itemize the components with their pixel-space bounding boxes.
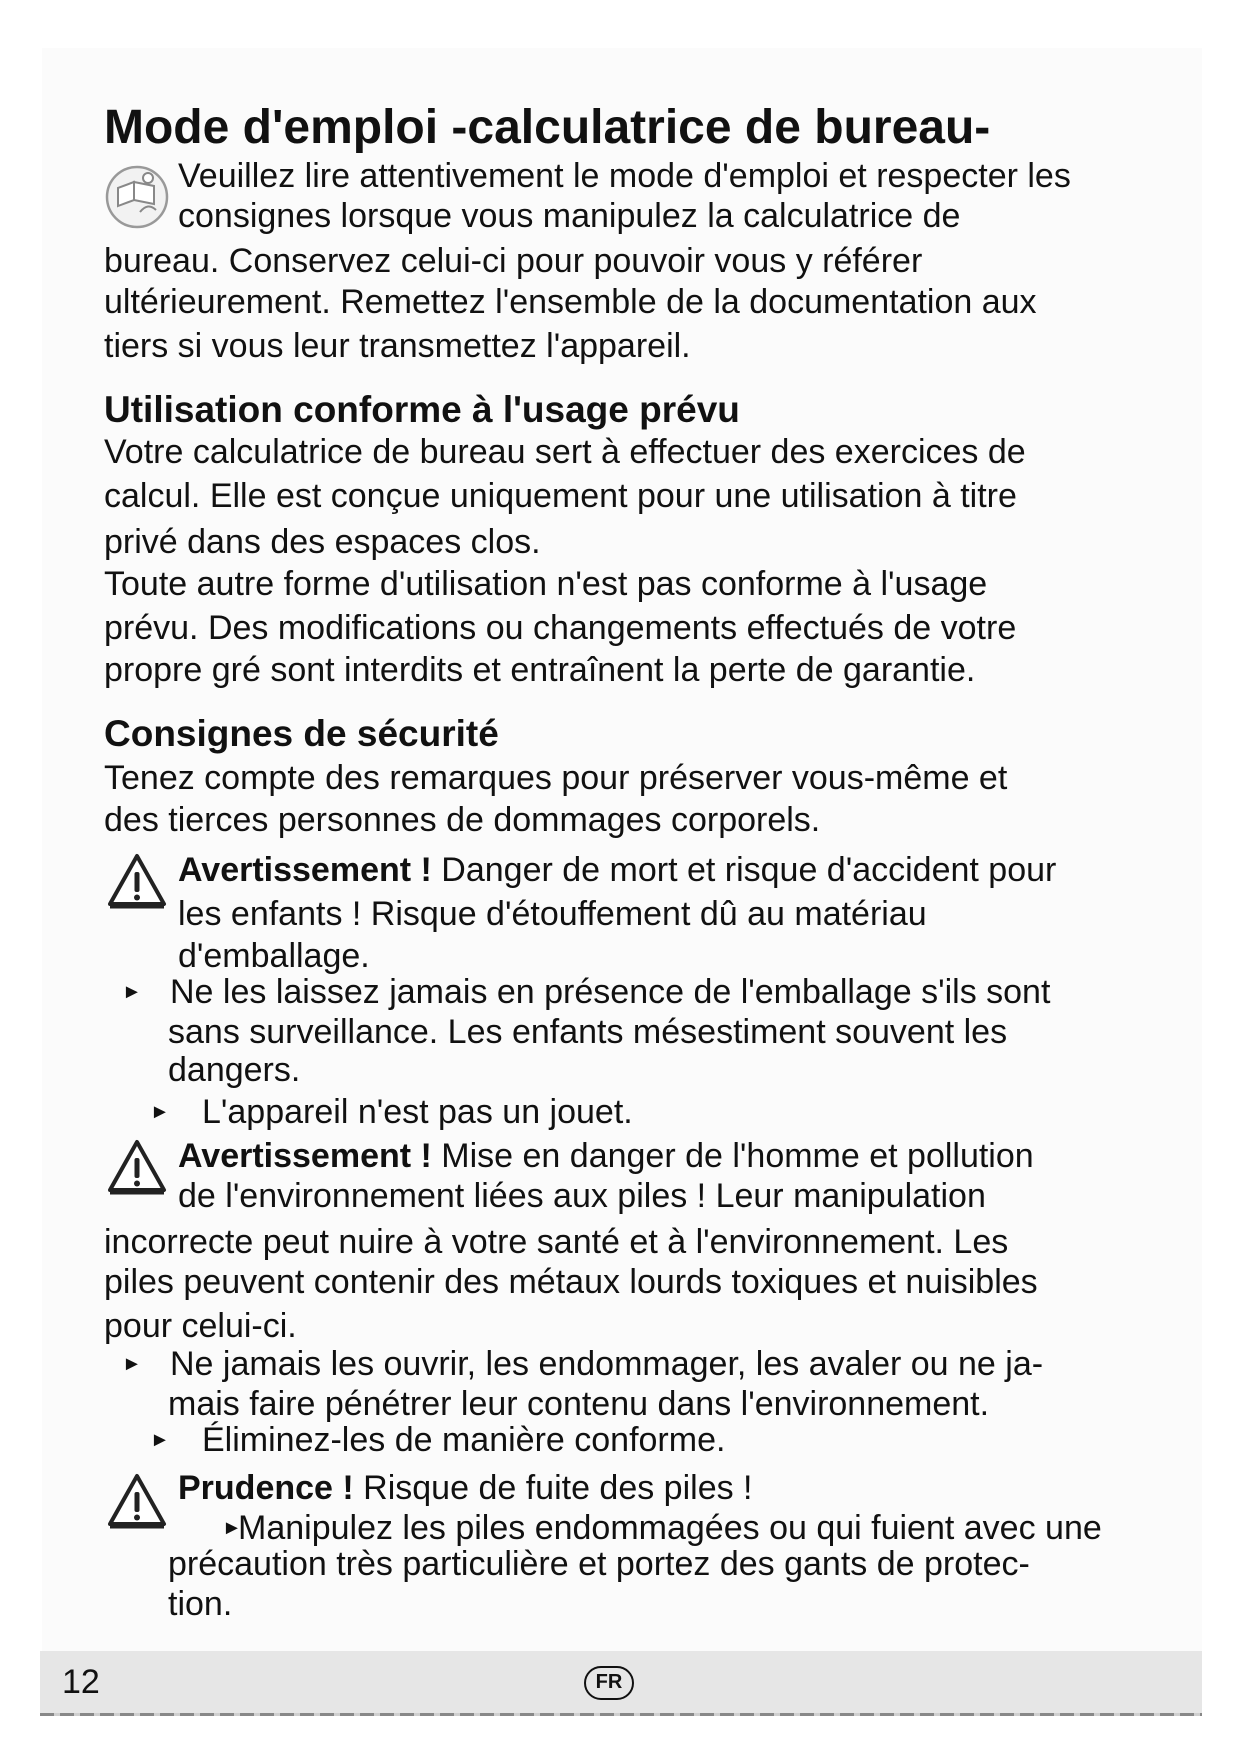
caution-triangle-icon	[106, 1472, 168, 1530]
warning1-bullet-line: dangers.	[168, 1051, 301, 1089]
caution-line: Manipulez les piles endommagées ou qui fuient avec une	[238, 1509, 1102, 1547]
warning2-label: Avertissement !	[178, 1137, 432, 1175]
intro-line: bureau. Conservez celui-ci pour pouvoir vous y référer	[104, 242, 923, 280]
usage-line: propre gré sont interdits et entraînent la perte de garantie.	[104, 651, 976, 689]
warning2-line: pour celui-ci.	[104, 1307, 297, 1345]
bullet-arrow-icon: ►	[122, 1353, 142, 1375]
usage-line: prévu. Des modifications ou changements effectués de votre	[104, 609, 1017, 647]
caution-label: Prudence !	[178, 1469, 354, 1507]
bullet-arrow-icon: ►	[222, 1517, 242, 1539]
footer-divider	[40, 1713, 1202, 1716]
warning2-line: piles peuvent contenir des métaux lourds toxiques et nuisibles	[104, 1263, 1038, 1301]
warning1-bullet-line: sans surveillance. Les enfants mésestiment souvent les	[168, 1013, 1008, 1051]
warning1-label: Avertissement !	[178, 851, 432, 889]
safety-intro-line: Tenez compte des remarques pour préserver vous-même et	[104, 759, 1008, 797]
warning2-line: Avertissement ! Mise en danger de l'homme et pollution	[178, 1137, 1034, 1175]
warning1-line: Avertissement ! Danger de mort et risque d'accident pour	[178, 851, 1057, 889]
intro-line: consignes lorsque vous manipulez la calculatrice de	[178, 197, 961, 235]
bullet-arrow-icon: ►	[150, 1429, 170, 1451]
warning1-line: d'emballage.	[178, 937, 370, 975]
language-badge: FR	[584, 1666, 634, 1700]
caution-line: Prudence ! Risque de fuite des piles !	[178, 1469, 753, 1507]
bullet-arrow-icon: ►	[150, 1101, 170, 1123]
intro-line: Veuillez lire attentivement le mode d'emploi et respecter les	[178, 157, 1071, 195]
read-manual-icon	[104, 164, 170, 230]
warning1-bullet2: L'appareil n'est pas un jouet.	[202, 1093, 633, 1131]
usage-heading: Utilisation conforme à l'usage prévu	[104, 389, 740, 430]
caution-line: tion.	[168, 1585, 233, 1623]
warning-triangle-icon	[106, 852, 168, 910]
warning-triangle-icon	[106, 1138, 168, 1196]
usage-line: privé dans des espaces clos.	[104, 523, 541, 561]
caution-line: précaution très particulière et portez des gants de protec-	[168, 1545, 1030, 1583]
warning2-bullet-line: Ne jamais les ouvrir, les endommager, les avaler ou ne ja-	[170, 1345, 1044, 1383]
warning2-bullet2: Éliminez-les de manière conforme.	[202, 1421, 726, 1459]
warning2-bullet-line: mais faire pénétrer leur contenu dans l'environnement.	[168, 1385, 990, 1423]
safety-intro-line: des tierces personnes de dommages corporels.	[104, 801, 821, 839]
page-number: 12	[62, 1663, 100, 1701]
safety-heading: Consignes de sécurité	[104, 713, 499, 754]
intro-line: ultérieurement. Remettez l'ensemble de la documentation aux	[104, 283, 1037, 321]
intro-line: tiers si vous leur transmettez l'appareil.	[104, 327, 691, 365]
usage-line: Votre calculatrice de bureau sert à effectuer des exercices de	[104, 433, 1026, 471]
bullet-arrow-icon: ►	[122, 981, 142, 1003]
usage-line: Toute autre forme d'utilisation n'est pas conforme à l'usage	[104, 565, 988, 603]
warning1-line: les enfants ! Risque d'étouffement dû au matériau	[178, 895, 927, 933]
usage-line: calcul. Elle est conçue uniquement pour une utilisation à titre	[104, 477, 1017, 515]
page-title: Mode d'emploi -calculatrice de bureau-	[104, 101, 991, 154]
warning2-line: incorrecte peut nuire à votre santé et à l'environnement. Les	[104, 1223, 1009, 1261]
warning1-bullet-line: Ne les laissez jamais en présence de l'emballage s'ils sont	[170, 973, 1051, 1011]
warning2-line: de l'environnement liées aux piles ! Leur manipulation	[178, 1177, 986, 1215]
